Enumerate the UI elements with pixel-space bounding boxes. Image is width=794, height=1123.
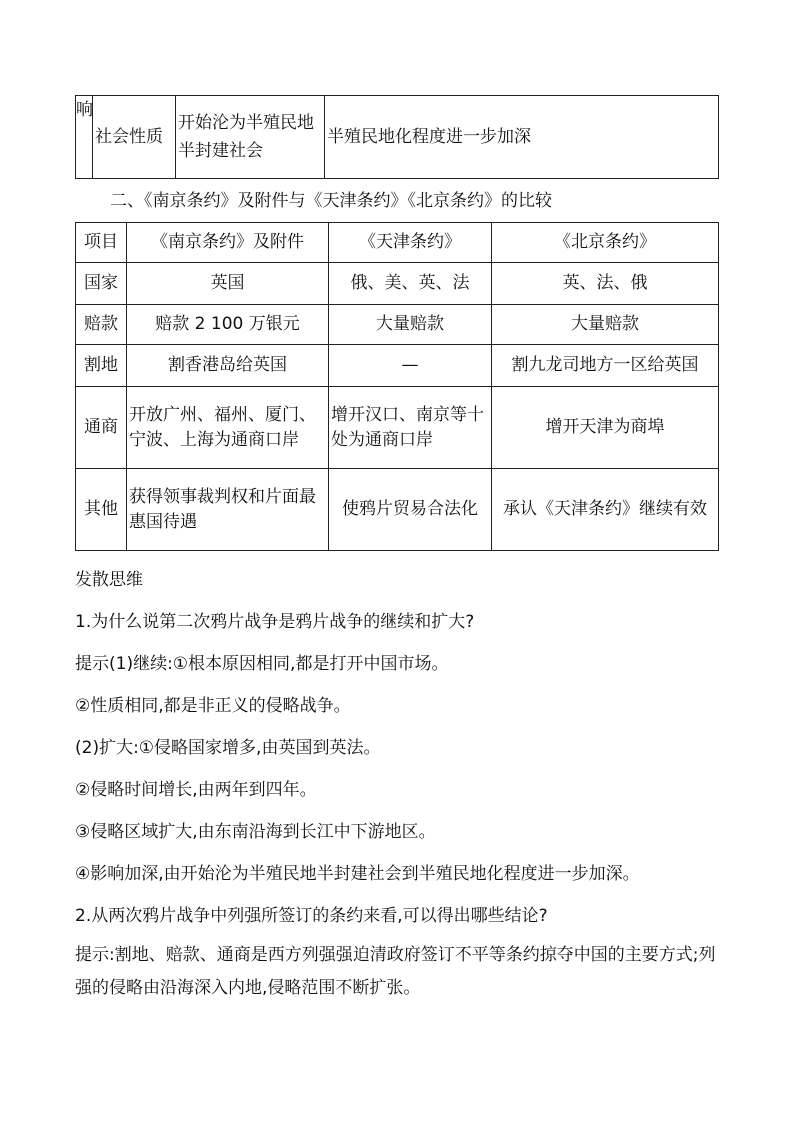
table-cell: 大量赔款 [329,305,492,345]
row-label: 赔款 [76,305,127,345]
answer-1-line-3: (2)扩大:①侵略国家增多,由英国到英法。 [75,738,381,758]
header-item: 项目 [76,223,127,263]
row-label: 通商 [76,387,127,469]
table-cell: 增开天津为商埠 [492,387,719,469]
table-cell: 割香港岛给英国 [127,345,329,387]
table-cell: 大量赔款 [492,305,719,345]
table-cell: — [329,345,492,387]
table-row [76,387,719,469]
table-cell: 增开汉口、南京等十处为通商口岸 [329,387,492,469]
answer-1-line-2: ②性质相同,都是非正义的侵略战争。 [75,696,351,716]
table-cell: 英国 [127,263,329,305]
impact-table [75,95,719,179]
header-beijing: 《北京条约》 [492,223,719,263]
table-row [76,305,719,345]
answer-2: 提示:割地、赔款、通商是西方列强强迫清政府签订不平等条约掠夺中国的主要方式;列强的侵略由沿海深入内地,侵略范围不断扩张。 [75,945,716,998]
table-cell: 获得领事裁判权和片面最惠国待遇 [127,469,329,551]
header-nanjing: 《南京条约》及附件 [127,223,329,263]
table-row [76,345,719,387]
table-cell: 使鸦片贸易合法化 [329,469,492,551]
social-nature-first-war: 开始沦为半殖民地半封建社会 [176,96,325,179]
section-heading: 二、《南京条约》及附件与《天津条约》《北京条约》的比较 [110,191,552,211]
treaty-comparison-table [75,222,719,551]
table-cell: 英、法、俄 [492,263,719,305]
header-tianjin: 《天津条约》 [329,223,492,263]
table-cell: 俄、美、英、法 [329,263,492,305]
table-cell: 开放广州、福州、厦门、宁波、上海为通商口岸 [127,387,329,469]
answer-1-line-1: 提示(1)继续:①根本原因相同,都是打开中国市场。 [75,654,449,674]
social-nature-second-war: 半殖民地化程度进一步加深 [325,96,719,179]
table-header-row [76,223,719,263]
row-label: 其他 [76,469,127,551]
thinking-title: 发散思维 [75,570,143,590]
row-label: 国家 [76,263,127,305]
social-nature-label: 社会性质 [93,96,176,179]
table-cell: 赔款 2 100 万银元 [127,305,329,345]
table-row [76,263,719,305]
answer-1-line-5: ③侵略区域扩大,由东南沿海到长江中下游地区。 [75,822,436,842]
row-label: 割地 [76,345,127,387]
table-cell: 割九龙司地方一区给英国 [492,345,719,387]
answer-1-line-4: ②侵略时间增长,由两年到四年。 [75,780,317,800]
answer-1-line-6: ④影响加深,由开始沦为半殖民地半封建社会到半殖民地化程度进一步加深。 [75,864,640,884]
question-1: 1.为什么说第二次鸦片战争是鸦片战争的继续和扩大? [75,612,475,632]
table-cell: 承认《天津条约》继续有效 [492,469,719,551]
question-2: 2.从两次鸦片战争中列强所签订的条约来看,可以得出哪些结论? [75,906,548,926]
row-header-fragment: 响 [76,96,93,179]
table-row [76,96,719,179]
table-row [76,469,719,551]
